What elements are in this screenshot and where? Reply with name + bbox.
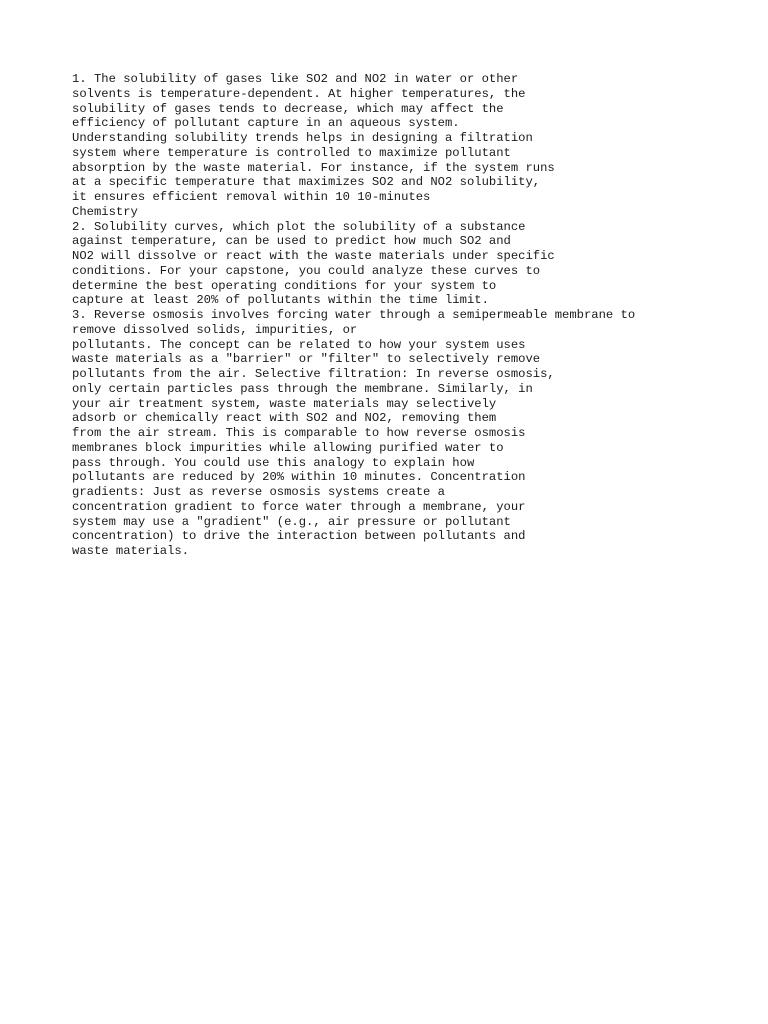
text-line: system may use a "gradient" (e.g., air pressure or pollutant	[72, 514, 511, 529]
text-line: only certain particles pass through the membrane. Similarly, in	[72, 381, 533, 396]
text-line: 3. Reverse osmosis involves forcing water through a semipermeable membrane to	[72, 308, 636, 322]
text-line: capture at least 20% of pollutants within the time limit.	[72, 293, 489, 308]
text-line: concentration) to drive the interaction between pollutants and	[72, 529, 526, 544]
text-line: 2. Solubility curves, which plot the solubility of a substance	[72, 219, 526, 234]
text-line: solvents is temperature-dependent. At higher temperatures, the	[72, 86, 526, 101]
text-line: 1. The solubility of gases like SO2 and NO2 in water or other	[72, 72, 519, 86]
text-line: remove dissolved solids, impurities, or	[72, 322, 358, 337]
text-line: solubility of gases tends to decrease, which may affect the	[72, 101, 504, 116]
text-line: absorption by the waste material. For instance, if the system runs	[72, 160, 555, 175]
text-line: system where temperature is controlled to maximize pollutant	[72, 145, 511, 160]
text-line: gradients: Just as reverse osmosis systems create a	[72, 485, 445, 499]
text-line: pollutants from the air. Selective filtration: In reverse osmosis,	[72, 367, 555, 381]
text-line: pollutants. The concept can be related to how your system uses	[72, 337, 526, 352]
text-line: at a specific temperature that maximizes SO2 and NO2 solubility,	[72, 175, 541, 190]
text-line: from the air stream. This is comparable to how reverse osmosis	[72, 426, 526, 440]
text-line: pass through. You could use this analogy to explain how	[72, 455, 475, 470]
text-line: waste materials.	[72, 544, 190, 558]
text-line: pollutants are reduced by 20% within 10 minutes. Concentration	[72, 470, 526, 485]
section-label: Chemistry	[72, 204, 138, 219]
text-line: concentration gradient to force water through a membrane, your	[72, 499, 526, 514]
text-line: conditions. For your capstone, you could analyze these curves to	[72, 263, 541, 278]
text-line: waste materials as a "barrier" or "filter" to selectively remove	[72, 352, 541, 367]
text-line: Understanding solubility trends helps in designing a filtration	[72, 131, 533, 145]
text-line: NO2 will dissolve or react with the waste materials under specific	[72, 249, 555, 263]
text-line: against temperature, can be used to predict how much SO2 and	[72, 234, 511, 249]
document-page	[72, 72, 712, 559]
text-line: it ensures efficient removal within 10 10-minutes	[72, 190, 431, 204]
text-line: efficiency of pollutant capture in an aqueous system.	[72, 116, 460, 131]
text-line: determine the best operating conditions for your system to	[72, 278, 497, 293]
text-line: adsorb or chemically react with SO2 and NO2, removing them	[72, 411, 497, 426]
text-line: membranes block impurities while allowing purified water to	[72, 440, 504, 455]
text-line: your air treatment system, waste materials may selectively	[72, 396, 497, 411]
